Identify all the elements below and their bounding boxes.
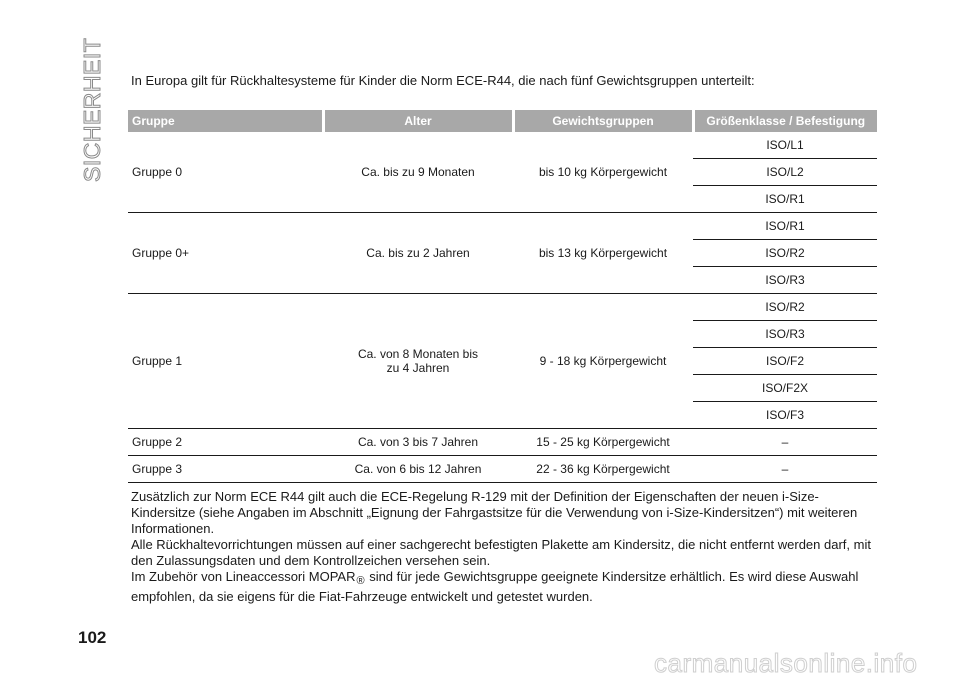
paragraph-r129: Zusätzlich zur Norm ECE R44 gilt auch die ECE-Regelung R-129 mit der Definition der Eigenschaften der neuen i-Size-Kindersitze (siehe Angaben im Abschnitt „Eignung der Fahrgastsitze für die Verwendung von i-Size-Kindersitzen“) mit weiteren Informationen.	[131, 489, 858, 536]
cell-klasse: ISO/R3	[693, 321, 877, 348]
cell-gruppe: Gruppe 0	[128, 132, 323, 213]
cell-gruppe: Gruppe 0+	[128, 213, 323, 294]
cell-gruppe: Gruppe 3	[128, 456, 323, 483]
cell-klasse: ISO/F2	[693, 348, 877, 375]
intro-text: In Europa gilt für Rückhaltesysteme für Kinder die Norm ECE-R44, die nach fünf Gewichtsgruppen unterteilt:	[131, 73, 755, 88]
cell-klasse: ISO/L2	[693, 159, 877, 186]
cell-klasse: ISO/L1	[693, 132, 877, 159]
header-gewichtsgruppen: Gewichtsgruppen	[513, 110, 693, 132]
section-title: SICHERHEIT	[79, 37, 105, 182]
cell-klasse: ISO/R2	[693, 294, 877, 321]
table-row	[128, 429, 877, 456]
table-header-row	[128, 110, 877, 132]
cell-gewicht: 22 - 36 kg Körpergewicht	[513, 456, 693, 483]
paragraph-mopar	[131, 569, 881, 605]
cell-klasse: ISO/R1	[693, 213, 877, 240]
table-row	[128, 294, 877, 321]
cell-klasse: –	[693, 456, 877, 483]
cell-gruppe: Gruppe 2	[128, 429, 323, 456]
mopar-text-start: Im Zubehör von Lineaccessori MOPAR	[131, 569, 356, 584]
cell-gewicht: bis 13 kg Körpergewicht	[513, 213, 693, 294]
body-text	[131, 489, 881, 605]
cell-klasse: ISO/R3	[693, 267, 877, 294]
cell-alter: Ca. von 8 Monaten bis zu 4 Jahren	[323, 294, 513, 429]
cell-klasse: –	[693, 429, 877, 456]
section-label	[62, 37, 122, 182]
cell-gewicht: bis 10 kg Körpergewicht	[513, 132, 693, 213]
cell-alter: Ca. von 3 bis 7 Jahren	[323, 429, 513, 456]
cell-alter: Ca. von 6 bis 12 Jahren	[323, 456, 513, 483]
header-groessenklasse: Größenklasse / Befestigung	[693, 110, 877, 132]
weight-groups-table	[128, 110, 877, 483]
cell-gruppe: Gruppe 1	[128, 294, 323, 429]
mopar-text-end: sind für jede Gewichtsgruppe geeignete Kindersitze erhältlich. Es wird diese Auswahl empfohlen, da sie eigens für die Fiat-Fahrzeuge entwickelt und getestet wurden.	[131, 569, 859, 604]
registered-mark: ®	[356, 575, 365, 587]
cell-klasse: ISO/R2	[693, 240, 877, 267]
cell-klasse: ISO/F3	[693, 402, 877, 429]
cell-alter: Ca. bis zu 2 Jahren	[323, 213, 513, 294]
cell-alter: Ca. bis zu 9 Monaten	[323, 132, 513, 213]
table-row	[128, 456, 877, 483]
paragraph-plakette: Alle Rückhaltevorrichtungen müssen auf einer sachgerecht befestigten Plakette am Kindersitz, die nicht entfernt werden darf, mit den Zulassungsdaten und dem Kontrollzeichen versehen sein.	[131, 537, 871, 568]
header-alter: Alter	[323, 110, 513, 132]
cell-gewicht: 15 - 25 kg Körpergewicht	[513, 429, 693, 456]
table-row	[128, 132, 877, 159]
table-row	[128, 213, 877, 240]
watermark: carmanualsonline.info	[654, 648, 918, 678]
cell-klasse: ISO/F2X	[693, 375, 877, 402]
cell-klasse: ISO/R1	[693, 186, 877, 213]
header-gruppe: Gruppe	[128, 110, 323, 132]
page-number: 102	[78, 628, 107, 647]
cell-gewicht: 9 - 18 kg Körpergewicht	[513, 294, 693, 429]
